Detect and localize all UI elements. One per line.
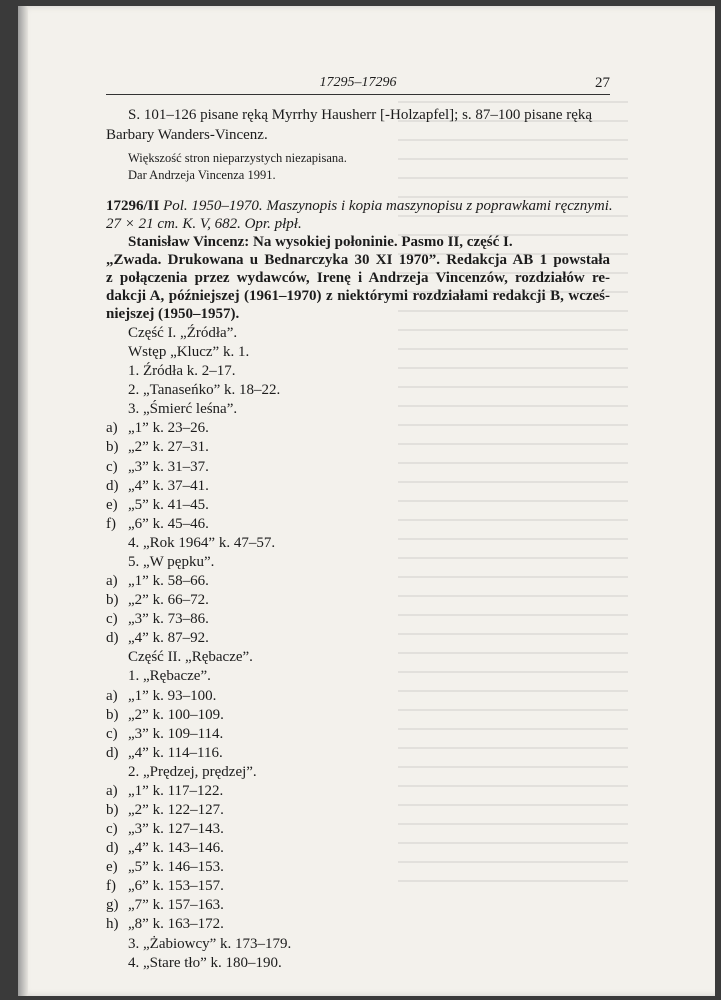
note-line-2: Dar Andrzeja Vincenza 1991.	[128, 168, 276, 182]
list-item-marker: b)	[106, 439, 119, 456]
list-item-marker: c)	[106, 611, 118, 628]
list-item: „4” k. 143–146.	[128, 840, 224, 857]
list-item: „8” k. 163–172.	[128, 916, 224, 933]
list-item: Część II. „Rębacze”.	[128, 649, 253, 666]
list-item-marker: d)	[106, 840, 119, 857]
bleed-through-text	[398, 101, 628, 891]
list-item: 2. „Tanaseńko” k. 18–22.	[128, 382, 281, 399]
list-item: „5” k. 146–153.	[128, 859, 224, 876]
list-item: „4” k. 87–92.	[128, 630, 209, 647]
list-item-marker: e)	[106, 859, 118, 876]
record-id: 17296/II	[106, 198, 160, 214]
list-item: „1” k. 58–66.	[128, 573, 209, 590]
list-item-marker: c)	[106, 458, 118, 475]
title-line-5: niejszej (1950–1957).	[106, 306, 240, 322]
list-item: 4. „Stare tło” k. 180–190.	[128, 954, 282, 971]
list-item: „3” k. 31–37.	[128, 458, 209, 475]
record-dimensions: 27 × 21 cm. K. V, 682. Opr. płpł.	[106, 216, 302, 232]
list-item-marker: a)	[106, 687, 118, 704]
list-item: 1. „Rębacze”.	[128, 668, 211, 685]
list-item-marker: c)	[106, 725, 118, 742]
list-item: „3” k. 127–143.	[128, 821, 224, 838]
list-item-marker: d)	[106, 744, 119, 761]
list-item-marker: d)	[106, 477, 119, 494]
list-item: Wstęp „Klucz” k. 1.	[128, 344, 250, 361]
list-item: 2. „Prędzej, prędzej”.	[128, 763, 257, 780]
list-item-marker: a)	[106, 573, 118, 590]
list-item-marker: f)	[106, 878, 116, 895]
list-item: „3” k. 73–86.	[128, 611, 209, 628]
intro-line-2: Barbary Wanders-Vincenz.	[106, 127, 268, 143]
list-item-marker: b)	[106, 592, 119, 609]
title-line-2: „Zwada. Drukowana u Bednarczyka 30 XI 1970”. Redakcja AB 1 powstała	[106, 252, 610, 268]
list-item: „3” k. 109–114.	[128, 725, 224, 742]
page-number: 27	[595, 75, 610, 91]
list-item: „4” k. 37–41.	[128, 477, 209, 494]
list-item-marker: d)	[106, 630, 119, 647]
list-item: „2” k. 27–31.	[128, 439, 209, 456]
list-item-marker: a)	[106, 420, 118, 437]
list-item-marker: g)	[106, 897, 119, 914]
list-item: „6” k. 153–157.	[128, 878, 224, 895]
list-item: „1” k. 93–100.	[128, 687, 217, 704]
list-item-marker: b)	[106, 802, 119, 818]
list-item: „4” k. 114–116.	[128, 744, 223, 761]
list-item-marker: e)	[106, 496, 118, 513]
list-item: „2” k. 122–127.	[128, 802, 224, 818]
running-header	[106, 74, 610, 95]
title-line-1: Stanisław Vincenz: Na wysokiej połoninie. Pasmo II, część I.	[128, 234, 513, 250]
list-item: „2” k. 100–109.	[128, 706, 224, 723]
list-item: 4. „Rok 1964” k. 47–57.	[128, 534, 276, 551]
list-item: „6” k. 45–46.	[128, 515, 209, 532]
list-item: 5. „W pępku”.	[128, 553, 215, 570]
record-description: Pol. 1950–1970. Maszynopis i kopia maszynopisu z poprawkami ręcznymi.	[163, 198, 613, 214]
list-item-marker: b)	[106, 706, 119, 723]
document-page	[18, 6, 715, 996]
record-header	[106, 197, 613, 215]
note-line-1: Większość stron nieparzystych niezapisana.	[128, 151, 347, 165]
list-item: „1” k. 117–122.	[128, 782, 224, 799]
list-item: „5” k. 41–45.	[128, 496, 209, 513]
title-line-3: z połączenia przez wydawców, Irenę i Andrzeja Vincenzów, rozdziałów re-	[106, 270, 610, 286]
list-item-marker: c)	[106, 821, 118, 838]
header-range: 17295–17296	[319, 75, 397, 90]
title-line-4: dakcji A, późniejszej (1961–1970) z niektórymi rozdziałami redakcji B, wcześ-	[106, 288, 610, 304]
list-item: „7” k. 157–163.	[128, 897, 224, 914]
list-item: 3. „Śmierć leśna”.	[128, 401, 238, 418]
list-item: 1. Źródła k. 2–17.	[128, 363, 236, 380]
list-item: Część I. „Źródła”.	[128, 325, 238, 341]
list-item: „2” k. 66–72.	[128, 592, 209, 609]
list-item-marker: h)	[106, 916, 119, 933]
list-item: 3. „Żabiowcy” k. 173–179.	[128, 935, 292, 952]
list-item: „1” k. 23–26.	[128, 420, 209, 437]
list-item-marker: f)	[106, 515, 116, 532]
binding-edge	[18, 6, 28, 996]
intro-line-1: S. 101–126 pisane ręką Myrrhy Hausherr [-Holzapfel]; s. 87–100 pisane ręką	[128, 107, 593, 123]
list-item-marker: a)	[106, 782, 118, 799]
